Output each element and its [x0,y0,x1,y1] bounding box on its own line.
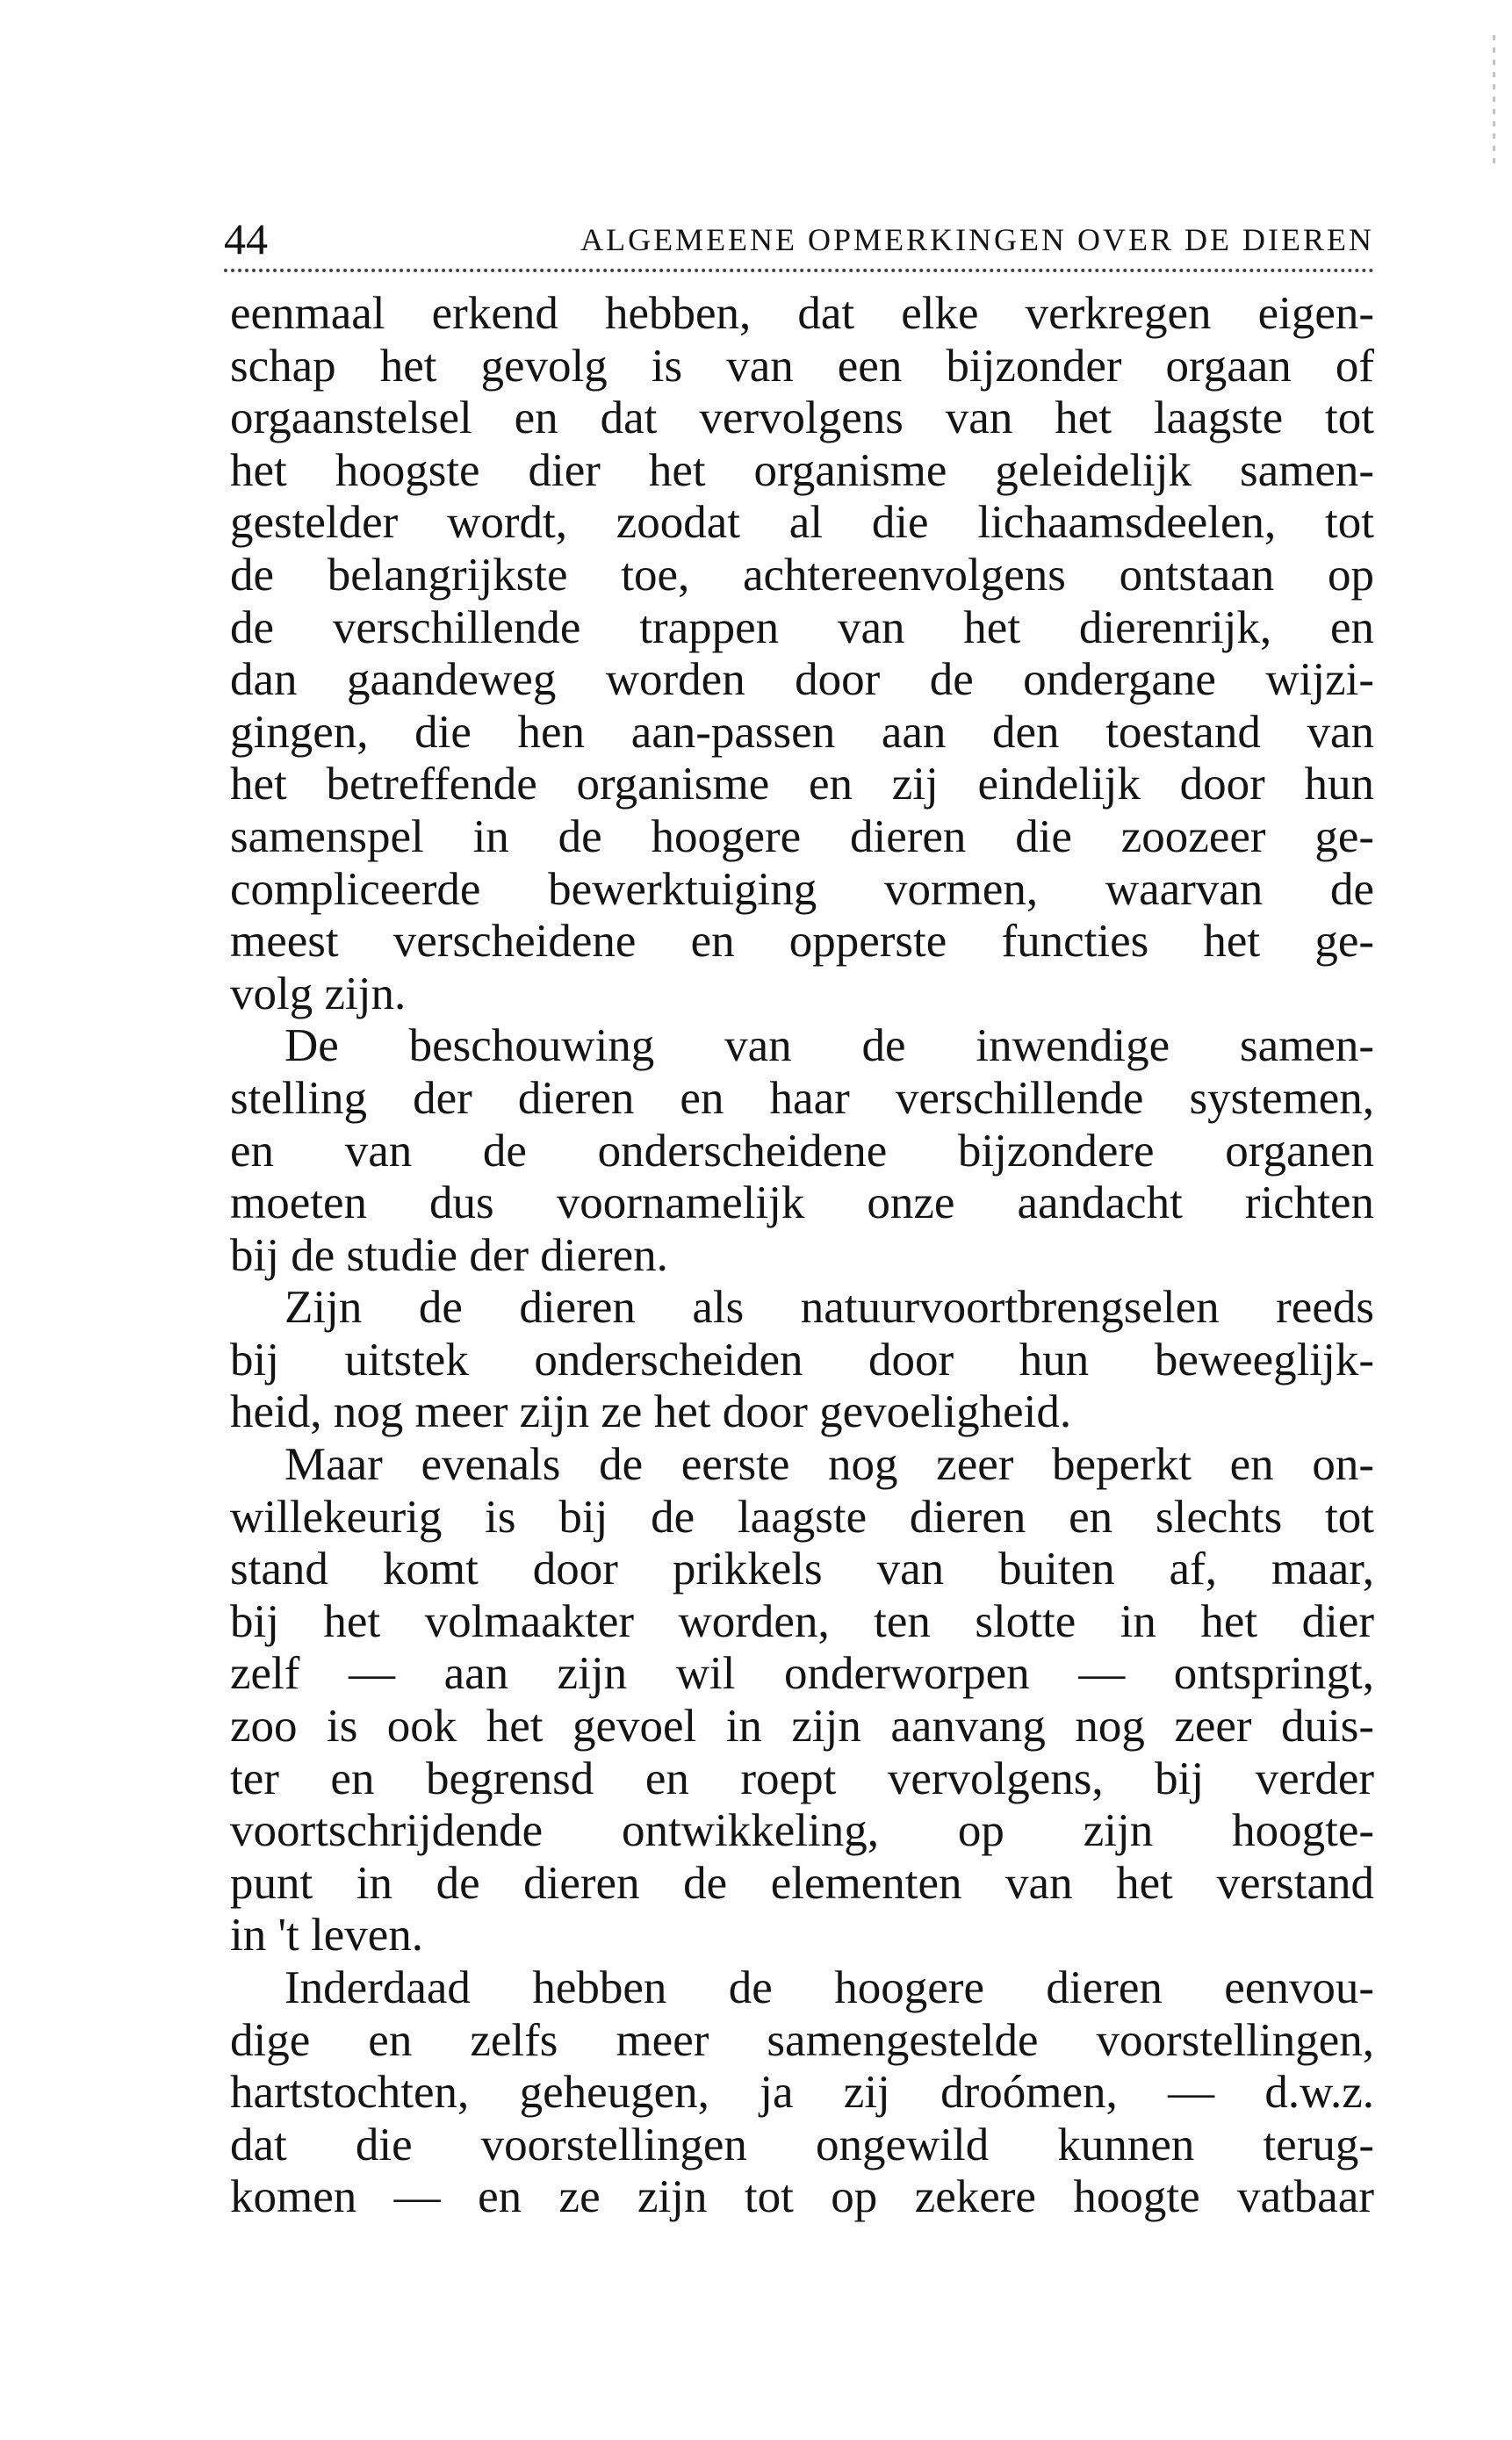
text-line: stand komt door prikkels van buiten af, maar, [230,1544,1374,1595]
page-number: 44 [224,214,268,263]
text-line: meest verscheidene en opperste functies het ge- [230,916,1374,968]
text-line: in 't leven. [230,1910,424,1961]
text-line: punt in de dieren de elementen van het verstand [230,1857,1374,1909]
text-line: het hoogste dier het organisme geleidelijk samen- [230,444,1374,496]
text-line: Zijn de dieren als natuurvoortbrengselen reeds [284,1282,1374,1334]
text-line: gingen, die hen aan-passen aan den toestand van [230,706,1374,758]
text-line: stelling der dieren en haar verschillende systemen, [230,1072,1374,1124]
text-line: de verschillende trappen van het dierenrijk, en [230,601,1374,653]
text-line: bij de studie der dieren. [230,1229,668,1281]
text-line: ter en begrensd en roept vervolgens, bij verder [230,1753,1374,1804]
page-header [224,212,1374,274]
body-text [230,288,1374,2224]
text-line: zelf — aan zijn wil onderworpen — ontspringt, [230,1648,1374,1700]
text-line: volg zijn. [230,968,407,1019]
text-line: eenmaal erkend hebben, dat elke verkregen eigen- [230,288,1374,339]
text-line: orgaanstelsel en dat vervolgens van het laagste tot [230,392,1374,444]
text-line: voortschrijdende ontwikkeling, op zijn hoogte- [230,1805,1374,1857]
text-line: willekeurig is bij de laagste dieren en slechts tot [230,1491,1374,1543]
text-line: dige en zelfs meer samengestelde voorstellingen, [230,2014,1374,2066]
text-line: Maar evenals de eerste nog zeer beperkt en on- [284,1439,1374,1491]
text-line: hartstochten, geheugen, ja zij droómen, — d.w.z. [230,2067,1374,2119]
text-line: heid, nog meer zijn ze het door gevoeligheid. [230,1386,1072,1438]
header-dotted-rule [224,269,1374,272]
text-line: gestelder wordt, zoodat al die lichaamsdeelen, tot [230,497,1374,549]
text-line: het betreffende organisme en zij eindelijk door hun [230,759,1374,810]
text-line: De beschouwing van de inwendige samen- [284,1020,1374,1072]
text-line: bij het volmaakter worden, ten slotte in het dier [230,1595,1374,1647]
text-line: en van de onderscheidene bijzondere organen [230,1125,1374,1177]
text-line: zoo is ook het gevoel in zijn aanvang nog zeer duis- [230,1701,1374,1753]
text-line: komen — en ze zijn tot op zekere hoogte vatbaar [230,2171,1374,2223]
text-line: dan gaandeweg worden door de ondergane wijzi- [230,654,1374,706]
text-line: de belangrijkste toe, achtereenvolgens ontstaan op [230,549,1374,601]
text-line: Inderdaad hebben de hoogere dieren eenvou- [284,1962,1374,2013]
text-line: moeten dus voornamelijk onze aandacht richten [230,1177,1374,1229]
text-line: bij uitstek onderscheiden door hun beweeglijk- [230,1334,1374,1386]
text-line: dat die voorstellingen ongewild kunnen terug- [230,2119,1374,2170]
text-line: samenspel in de hoogere dieren die zoozeer ge- [230,810,1374,862]
text-line: schap het gevolg is van een bijzonder orgaan of [230,340,1374,392]
scan-edge-mark [1493,35,1495,167]
running-head: ALGEMEENE OPMERKINGEN OVER DE DIEREN [580,222,1374,257]
text-line: compliceerde bewerktuiging vormen, waarvan de [230,863,1374,915]
